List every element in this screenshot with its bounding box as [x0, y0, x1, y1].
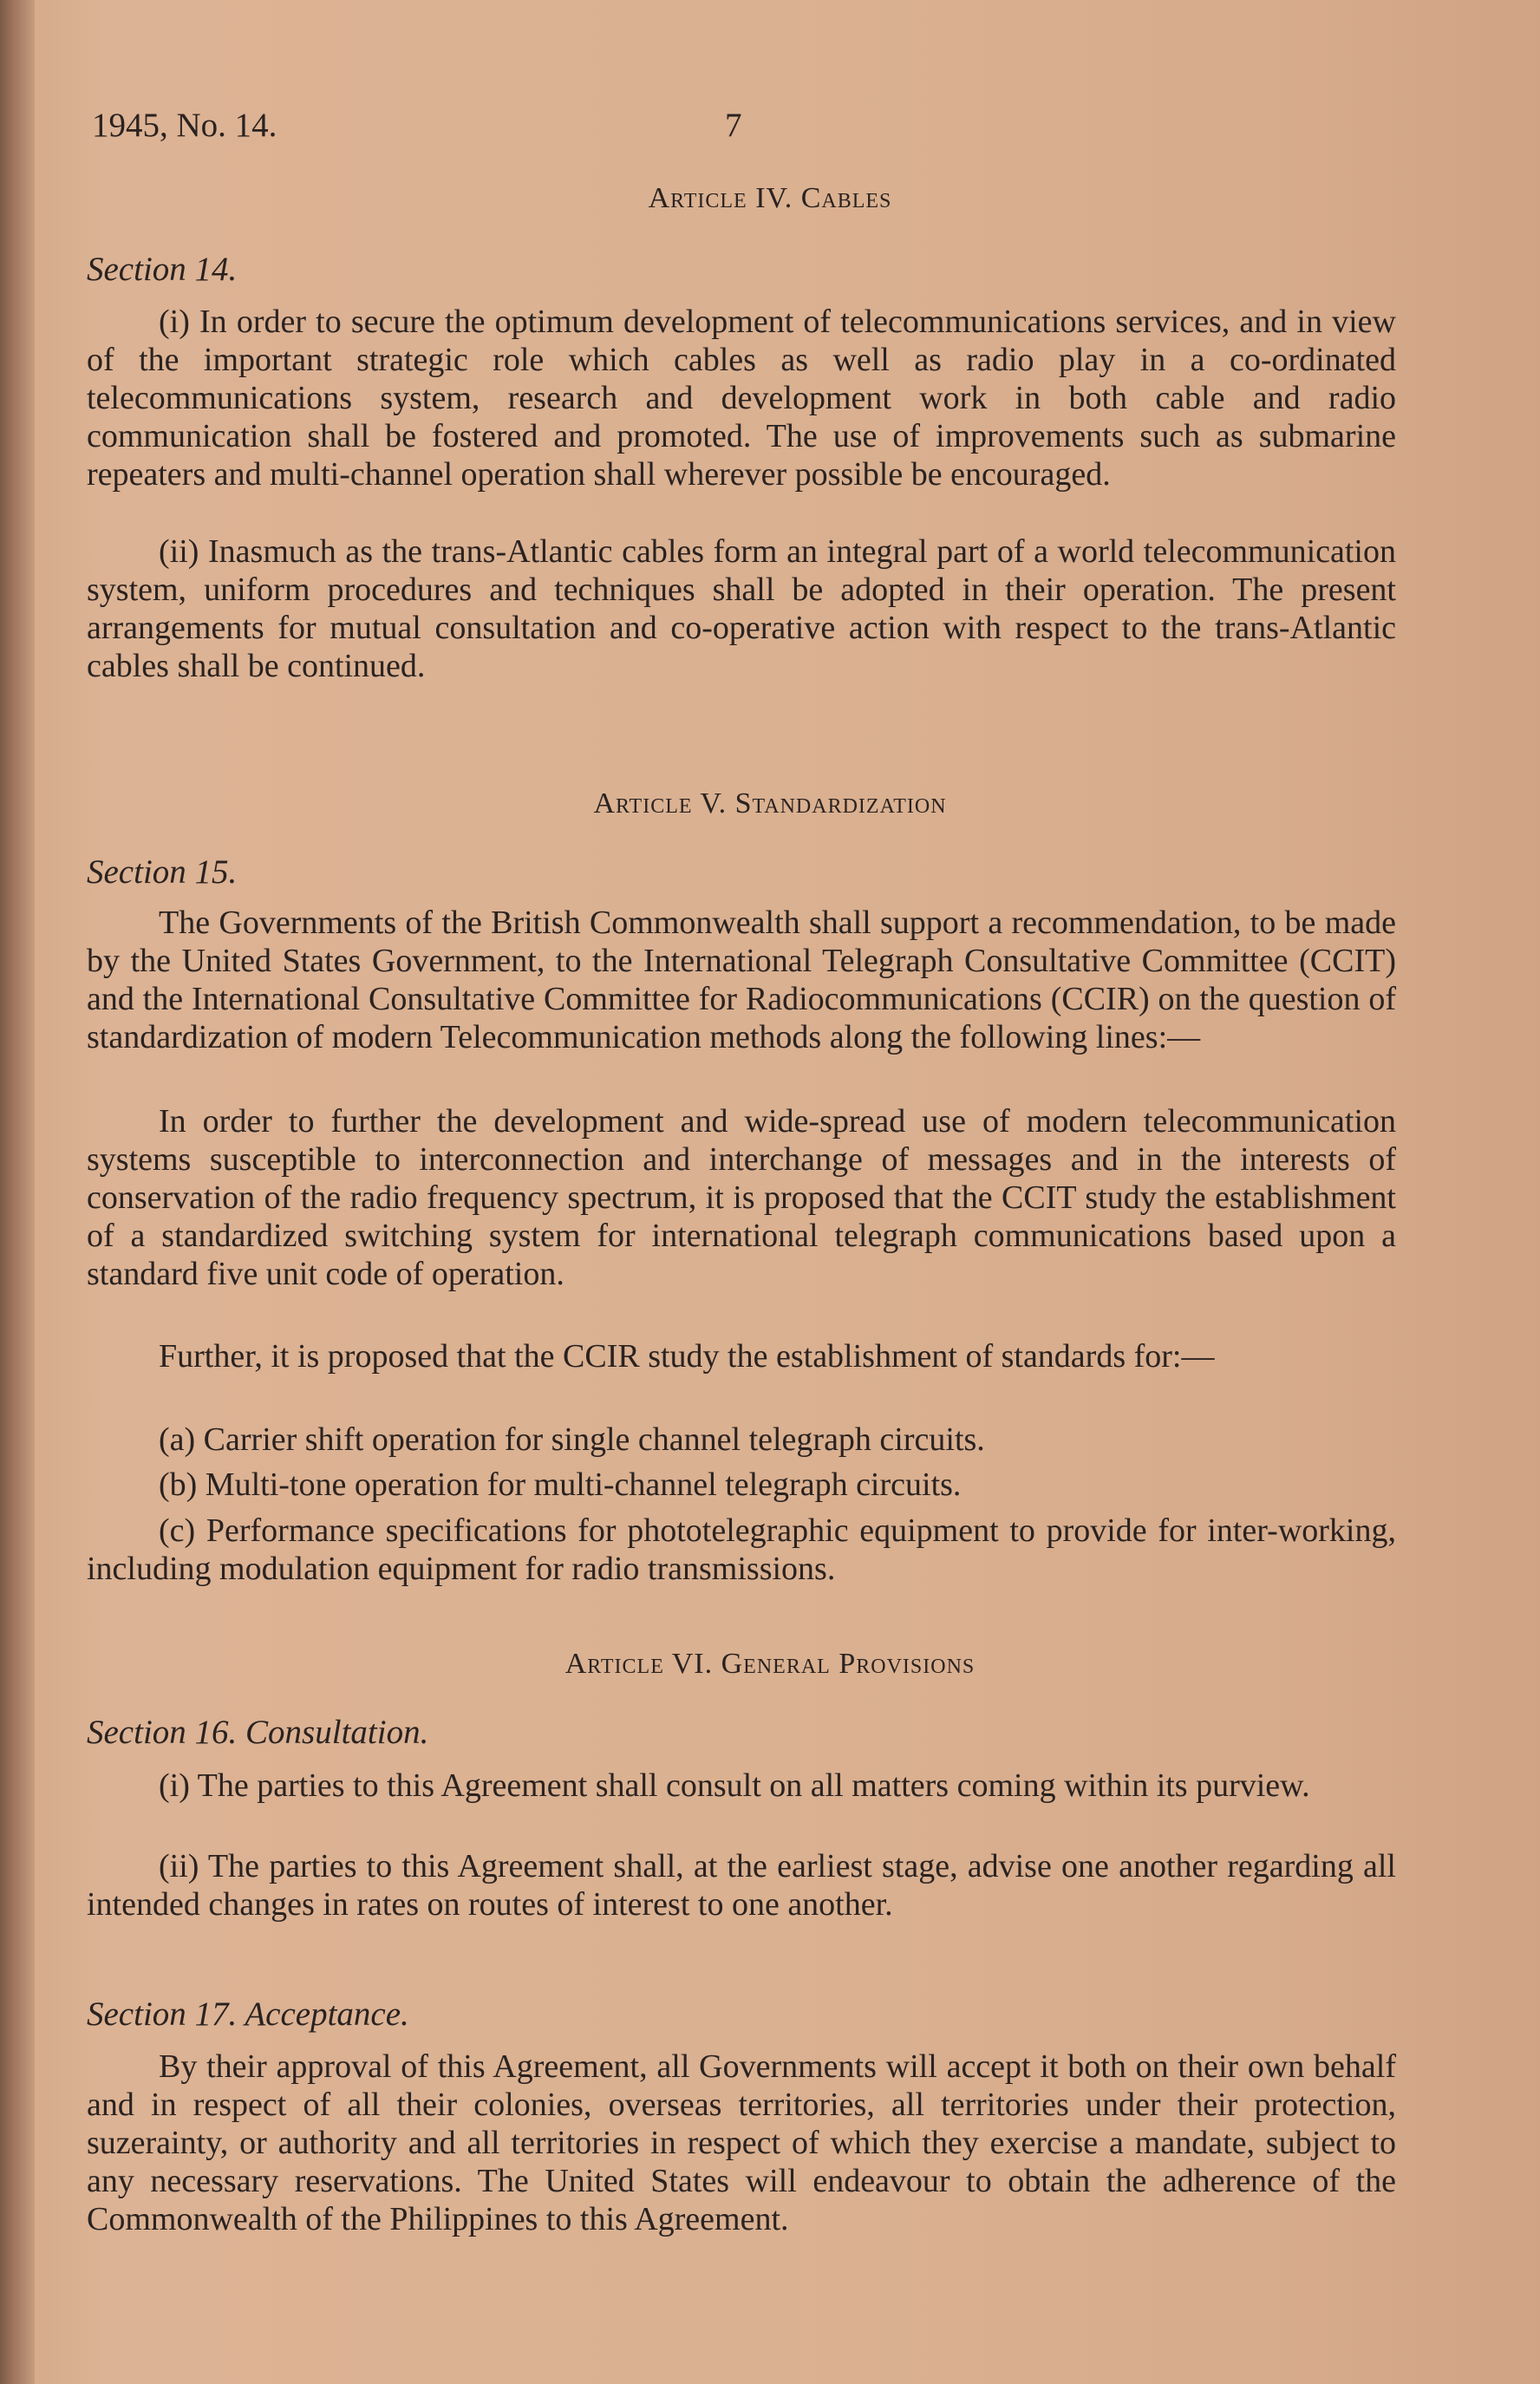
section-14-label: Section 14.: [87, 251, 238, 288]
section-16-label: Section 16. Consultation.: [87, 1714, 429, 1751]
standards-item-c: (c) Performance specifications for phototelegraphic equipment to provide for inter-working, including modulation equipment for radio transmissions.: [87, 1512, 1396, 1587]
standards-item-b: (b) Multi-tone operation for multi-channel telegraph circuits.: [159, 1466, 962, 1503]
section-14-paragraph-ii: (ii) Inasmuch as the trans-Atlantic cables form an integral part of a world telecommunication system, uniform procedures and techniques shall be adopted in their operation. The present arrangements for mutual consultation and co-operative action with respect to the trans-Atlantic cables shall be continued.: [87, 533, 1396, 684]
article-iv-heading: Article IV. Cables: [648, 182, 892, 214]
section-16-paragraph-ii: (ii) The parties to this Agreement shall, at the earliest stage, advise one another regarding all intended changes in rates on routes of interest to one another.: [87, 1848, 1396, 1923]
section-15-paragraph-2: In order to further the development and wide-spread use of modern telecommunication systems susceptible to interconnection and interchange of messages and in the interests of conservation of the radio frequency spectrum, it is proposed that the CCIT study the establishment of a standardized switching system for international telegraph communications based upon a standard five unit code of operation.: [87, 1103, 1396, 1292]
document-reference: 1945, No. 14.: [92, 107, 277, 144]
article-v-heading: Article V. Standardization: [593, 787, 947, 820]
section-17-label: Section 17. Acceptance.: [87, 1995, 409, 2033]
article-vi-heading: Article VI. General Provisions: [564, 1648, 976, 1680]
standards-item-a: (a) Carrier shift operation for single channel telegraph circuits.: [159, 1421, 985, 1458]
section-15-paragraph-3: Further, it is proposed that the CCIR study the establishment of standards for:—: [159, 1338, 1215, 1375]
section-15-paragraph-1: The Governments of the British Commonwealth shall support a recommendation, to be made by the United States Government, to the International Telegraph Consultative Committee (CCIT) and the International Consultative Committee for Radiocommunications (CCIR) on the question of standardization of modern Telecommunication methods along the following lines:—: [87, 905, 1396, 1055]
section-16-paragraph-i: (i) The parties to this Agreement shall consult on all matters coming within its purview.: [159, 1767, 1310, 1804]
section-14-paragraph-i: (i) In order to secure the optimum development of telecommunications services, and in view of the important strategic role which cables as well as radio play in a co-ordinated telecommunications system, research and development work in both cable and radio communication shall be fostered and promoted. The use of improvements such as submarine repeaters and multi-channel operation shall wherever possible be encouraged.: [87, 304, 1396, 493]
section-15-label: Section 15.: [87, 853, 238, 891]
section-17-paragraph: By their approval of this Agreement, all Governments will accept it both on their own behalf and in respect of all their colonies, overseas territories, all territories under their protection, suzerainty, or authority and all territories in respect of which they exercise a mandate, subject to any necessary reservations. The United States will endeavour to obtain the adherence of the Commonwealth of the Philippines to this Agreement.: [87, 2048, 1396, 2237]
page-number: 7: [725, 107, 742, 144]
